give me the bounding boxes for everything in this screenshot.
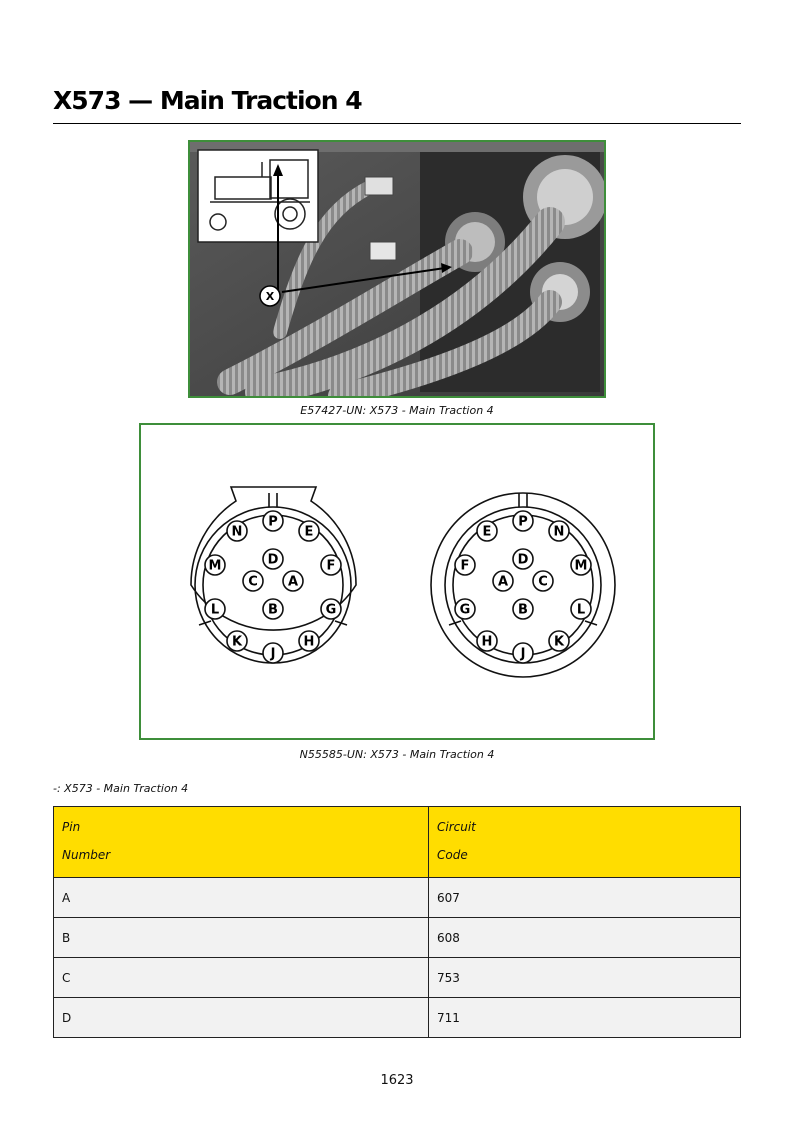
header-circuit-label: Circuit	[437, 820, 476, 834]
pin-label: D	[517, 552, 529, 568]
pin-label: E	[482, 524, 492, 540]
pin-label: M	[208, 558, 222, 574]
harness-photo-illustration	[190, 142, 604, 396]
table-row	[54, 998, 741, 1038]
photo-caption: E57427-UN: X573 - Main Traction 4	[300, 404, 494, 417]
pin-label: H	[303, 634, 315, 650]
pin-label: A	[287, 574, 299, 590]
pin-label: M	[574, 558, 588, 574]
pin-label: G	[459, 602, 471, 618]
connector-pinout-diagram	[139, 423, 655, 740]
header-code-label: Code	[437, 848, 468, 862]
pin-label: L	[210, 602, 220, 618]
table-row	[54, 878, 741, 918]
pinout-drawing	[141, 425, 653, 738]
code-cell: 608	[429, 918, 741, 958]
code-cell: 607	[429, 878, 741, 918]
pin-label: H	[481, 634, 493, 650]
code-cell: 711	[429, 998, 741, 1038]
table-caption: -: X573 - Main Traction 4	[53, 782, 189, 795]
pin-label: K	[553, 634, 565, 650]
title-divider	[53, 123, 741, 124]
header-circuit-code	[429, 807, 741, 878]
header-pin-number	[54, 807, 429, 878]
pin-cell: A	[54, 878, 429, 918]
pin-label: G	[325, 602, 337, 618]
pin-label: C	[538, 574, 548, 590]
pin-label: P	[518, 514, 528, 530]
pin-label: B	[518, 602, 528, 618]
pin-label: A	[497, 574, 509, 590]
pin-label: J	[520, 646, 526, 662]
table-row	[54, 958, 741, 998]
table-row	[54, 918, 741, 958]
pin-label: F	[460, 558, 470, 574]
code-cell: 753	[429, 958, 741, 998]
pin-label: B	[268, 602, 278, 618]
pin-label: D	[267, 552, 279, 568]
page-title: X573 — Main Traction 4	[53, 86, 362, 115]
table-header-row	[54, 807, 741, 878]
pin-label: L	[576, 602, 586, 618]
pin-label: K	[231, 634, 243, 650]
pin-label: N	[553, 524, 565, 540]
pin-label: N	[231, 524, 243, 540]
page-number: 1623	[380, 1073, 414, 1088]
diagram-caption: N55585-UN: X573 - Main Traction 4	[299, 748, 495, 761]
pin-cell: B	[54, 918, 429, 958]
callout-label: X	[265, 290, 275, 303]
pin-cell: D	[54, 998, 429, 1038]
connector-location-photo	[188, 140, 606, 398]
header-number-label: Number	[62, 848, 111, 862]
pin-circuit-table	[53, 806, 741, 1038]
pin-label: E	[304, 524, 314, 540]
pin-label: F	[326, 558, 336, 574]
pin-label: P	[268, 514, 278, 530]
pin-cell: C	[54, 958, 429, 998]
pin-label: J	[270, 646, 276, 662]
header-pin-label: Pin	[62, 820, 81, 834]
pin-label: C	[248, 574, 258, 590]
